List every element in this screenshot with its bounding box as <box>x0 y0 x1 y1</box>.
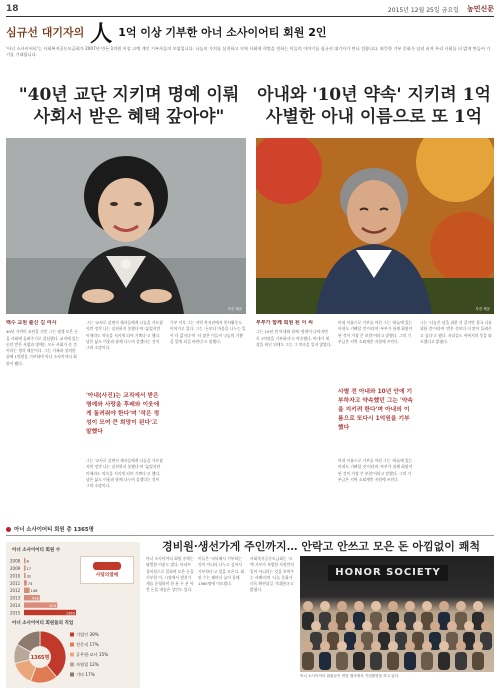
person-body <box>421 652 433 670</box>
person-head <box>405 601 415 611</box>
newspaper-name: 농민신문 <box>466 5 494 13</box>
chart-title-jobs: 아너 소사이어티 회원들의 직업 <box>12 621 74 626</box>
person-head <box>405 641 415 651</box>
bottom-col-1 <box>146 556 194 688</box>
person-body <box>472 652 484 670</box>
person-body <box>455 652 467 670</box>
left-body-3: 기부 이후 그는 지역 복지관에서 봉사활동도 이어가고 있다. 그는 '돈보다 마음을 나누는 일이 더 값지다'며 '더 많은 이들이 나눔의 기쁨을 알게 되길 바란다'고 말했다. <box>170 320 246 344</box>
bottom-body-2: 이들은 '넉넉해서 기부하는 것이 아니라 나누고 싶어서 기부한다'고 입을 모은다. 회원 수는 해마다 늘어 올해 1365명에 이르렀다. <box>198 556 245 587</box>
person-head <box>337 601 347 611</box>
bottom-photo-caption: 아너 소사이어티 회원들이 연말 행사에서 기념촬영을 하고 있다. <box>300 674 400 678</box>
person-head <box>422 601 432 611</box>
right-story-col-2a <box>338 320 414 382</box>
fruit-icon <box>93 562 121 570</box>
pie-legend-label: 전문직 17% <box>76 642 99 647</box>
person-head <box>311 621 321 631</box>
person-body <box>404 652 416 670</box>
left-byline: 백수 교원 출신 김 여사 <box>6 320 57 326</box>
person-head <box>371 641 381 651</box>
right-body-2: 아내 이름으로 기부를 마친 그는 '하늘에 있는 아내도 기뻐할 것'이라며 '부부가 함께 회원이 된 것이 가장 큰 보람'이라고 말했다. 그의 기부금은 지역 소외계층 지원에 쓰인다. <box>338 320 413 344</box>
bullet-dot-icon <box>6 527 11 532</box>
bottom-body-1: 아너 소사이어티 회원 중에는 평범한 이웃도 많다. 아파트 경비원으로 일하며 모은 돈을 기부한 이, 시장에서 생선가게를 운영하며 한 푼 두 푼 아낀 돈을 내놓은 상인도 있다. <box>146 556 194 593</box>
event-banner: HONOR SOCIETY <box>328 565 448 581</box>
person-head <box>345 621 355 631</box>
series-brush-glyph: 人 <box>90 20 113 47</box>
page-header <box>6 2 494 16</box>
person-head <box>413 621 423 631</box>
person-body <box>302 652 314 670</box>
right-photo <box>256 138 494 314</box>
bar-year-label: 2008 <box>10 558 21 564</box>
bar-year-label: 2014 <box>10 603 21 608</box>
person-head <box>456 601 466 611</box>
left-story-col-2b <box>86 458 164 520</box>
bottom-col-2 <box>198 556 246 688</box>
members-bar <box>24 558 26 563</box>
members-bar <box>24 588 30 593</box>
pie-legend-label: 기타 17% <box>76 672 95 677</box>
person-head <box>447 621 457 631</box>
person-body <box>370 652 382 670</box>
person-head <box>473 641 483 651</box>
bar-value-label: 73 <box>27 581 33 586</box>
person-body <box>319 652 331 670</box>
chart-title-members: 아너 소사이어티 회원 수 <box>12 548 61 553</box>
members-bar-chart <box>10 556 80 618</box>
right-byline: 부부가 함께 회원 된 이 씨 <box>256 320 314 326</box>
bar-value-label: 874 <box>49 604 57 608</box>
right-story-col-1 <box>256 320 332 520</box>
members-bar <box>24 565 26 570</box>
pie-legend-swatch <box>70 673 74 677</box>
bar-value-label: 416 <box>31 596 39 601</box>
right-headline: 아내와 '10년 약속' 지키려 1억 사별한 아내 이름으로 또 1억 <box>257 85 491 127</box>
members-bar <box>24 573 26 578</box>
issue-date: 2015년 12월 25일 금요일 <box>387 6 459 14</box>
person-head <box>320 601 330 611</box>
person-head <box>337 641 347 651</box>
person-head <box>388 641 398 651</box>
bottom-body-3: 사회복지공동모금회는 '고액 기부가 특별한 사람만의 일이 아니라는 것을 보여주는 사례'라며 '나눔 문화가 더욱 확산되길 기대한다'고 밝혔다. <box>250 556 294 593</box>
bar-year-label: 2011 <box>10 580 21 586</box>
bar-value-label: 148 <box>30 589 38 594</box>
header-rule <box>6 16 494 17</box>
left-photo <box>6 138 246 314</box>
pie-legend-label: 기업인 39% <box>76 632 99 637</box>
member-infographic <box>6 542 140 688</box>
person-head <box>473 601 483 611</box>
bottom-headline: 경비원·생선가게 주인까지… 안락고 안쓰고 모은 돈 아낌없이 쾌척 <box>162 540 480 553</box>
person-head <box>379 621 389 631</box>
section-bar <box>6 524 141 534</box>
person-head <box>396 621 406 631</box>
man-portrait-illustration <box>256 138 494 314</box>
person-head <box>439 601 449 611</box>
person-head <box>464 621 474 631</box>
pie-legend-label: 자영업 12% <box>76 662 99 667</box>
section-rule <box>6 535 494 536</box>
right-story-col-2b <box>338 458 414 520</box>
bar-year-label: 2012 <box>10 588 21 594</box>
person-head <box>422 641 432 651</box>
person-head <box>439 641 449 651</box>
person-head <box>354 641 364 651</box>
pie-legend-label: 공무원·교사 15% <box>76 652 109 657</box>
person-head <box>354 601 364 611</box>
pie-legend-swatch <box>70 643 74 647</box>
left-pull-quote: '아내(사진)는 교직에서 받은 명예와 사랑을 후배와 이웃에게 돌려줘야 한다'며 '작은 정성이 모여 큰 희망이 된다'고 말했다 <box>86 393 160 435</box>
right-body-1: 그는 10년 전 아내와 함께 '형편이 나아지면 꼭 1억원을 기부하자'고 약속했다. 아내가 세상을 떠난 뒤에도 그는 그 약속을 잊지 않았다. <box>256 329 332 347</box>
person-body <box>353 652 365 670</box>
person-head <box>371 601 381 611</box>
person-body <box>438 652 450 670</box>
person-head <box>430 621 440 631</box>
right-pull-quote: 사별 전 아내와 10년 안에 기부하자고 약속했던 그는 '약속을 지키려 한다'며 아내의 이름으로 또다시 1억원을 기부했다 <box>338 389 414 431</box>
pie-legend-swatch <box>70 653 74 657</box>
charity-logo-text: 사랑의열매 <box>95 573 119 578</box>
left-body-1: 40년 가까이 교단을 지킨 그는 평생 모은 돈을 사회에 돌려주기로 결심했다. 교직에 있는 동안 받은 사랑과 명예는 모두 사회가 준 것이라는 생각 때문이다. 그는 가족과 상의한 끝에 1억원을 기부하며 아너 소사이어티 회원이 됐다. <box>6 329 80 366</box>
right-story-col-3 <box>420 320 494 520</box>
page-number: 18 <box>6 4 19 14</box>
bar-value-label: 8 <box>26 559 29 564</box>
members-bar <box>24 580 27 585</box>
person-head <box>362 621 372 631</box>
bar-value-label: 1365 <box>65 611 75 616</box>
left-story-col-1 <box>6 320 80 520</box>
person-head <box>481 621 491 631</box>
bar-value-label: 32 <box>26 574 32 579</box>
left-story-col-3 <box>170 320 246 520</box>
series-intro: '아너 소사이어티'는 사회복지공동모금회가 2007년 만든 1억원 이상 고액 개인 기부자들의 모임입니다. 나눔의 가치를 실천하고 지역 사회에 희망을 전하는 이들의 이야기를 심규선 대기자가 만나 전합니다. 따뜻한 기부 문화가 널리 퍼져 우리 사회를 더 밝게 만들어 가기를 기대합니다. <box>6 46 491 57</box>
charity-logo <box>80 556 134 584</box>
crowd-illustration <box>300 556 494 672</box>
bar-year-label: 2010 <box>10 573 21 579</box>
person-head <box>328 621 338 631</box>
left-story-col-2a <box>86 320 164 384</box>
right-body-2-cont: 아내 이름으로 기부를 마친 그는 '하늘에 있는 아내도 기뻐할 것'이라며 '부부가 함께 회원이 된 것이 가장 큰 보람'이라고 말했다. 그의 기부금은 지역 소외계층 지원에 쓰인다. <box>338 458 413 482</box>
person-head <box>303 601 313 611</box>
left-headline: "40년 교단 지키며 명예 이뤄 사회서 받은 혜택 갚아야" <box>18 85 240 127</box>
pie-legend-swatch <box>70 633 74 637</box>
right-body-3: 그는 '나눔은 남을 위한 것 같지만 결국 나를 위한 것'이라며 '받은 것보다 더 많이 돌려주고 싶다'고 했다. 자녀들도 아버지의 뜻을 따르겠다고 밝혔다. <box>420 320 492 344</box>
jobs-pie-chart <box>10 628 136 686</box>
honor-society-event-photo <box>300 556 494 672</box>
pie-center-label: 1365명 <box>30 655 50 661</box>
left-body-2: 그는 '교사로 살면서 제자들에게 나눔을 가르쳤지만 정작 나는 실천하지 못했다'며 '늦었지만 이제라도 약속을 지키게 되어 기쁘다'고 했다. 남은 삶도 이웃과 함께 나누며 살겠다는 것이 그의 소망이다. <box>86 320 163 351</box>
person-head <box>303 641 313 651</box>
section-label: 아너 소사이어티 회원 총 1365명 <box>14 527 94 533</box>
woman-portrait-illustration <box>6 138 246 314</box>
left-photo-credit: 사진 제공 <box>227 307 242 311</box>
series-heading <box>6 20 494 47</box>
person-head <box>388 601 398 611</box>
bar-year-label: 2009 <box>10 566 21 571</box>
person-body <box>387 652 399 670</box>
series-author: 심규선 대기자의 <box>6 26 85 39</box>
person-body <box>336 652 348 670</box>
series-title: 1억 이상 기부한 아너 소사이어티 회원 2인 <box>118 26 327 39</box>
pie-legend-swatch <box>70 663 74 667</box>
bottom-col-3 <box>250 556 296 688</box>
right-photo-credit: 사진 제공 <box>475 307 490 311</box>
person-head <box>320 641 330 651</box>
left-body-2-cont: 그는 '교사로 살면서 제자들에게 나눔을 가르쳤지만 정작 나는 실천하지 못했다'며 '늦었지만 이제라도 약속을 지키게 되어 기쁘다'고 했다. 남은 삶도 이웃과 함께 나누며 살겠다는 것이 그의 소망이다. <box>86 458 163 489</box>
bar-value-label: 17 <box>26 567 32 571</box>
bar-year-label: 2015 <box>10 610 21 616</box>
bar-year-label: 2013 <box>10 595 21 601</box>
person-head <box>456 641 466 651</box>
